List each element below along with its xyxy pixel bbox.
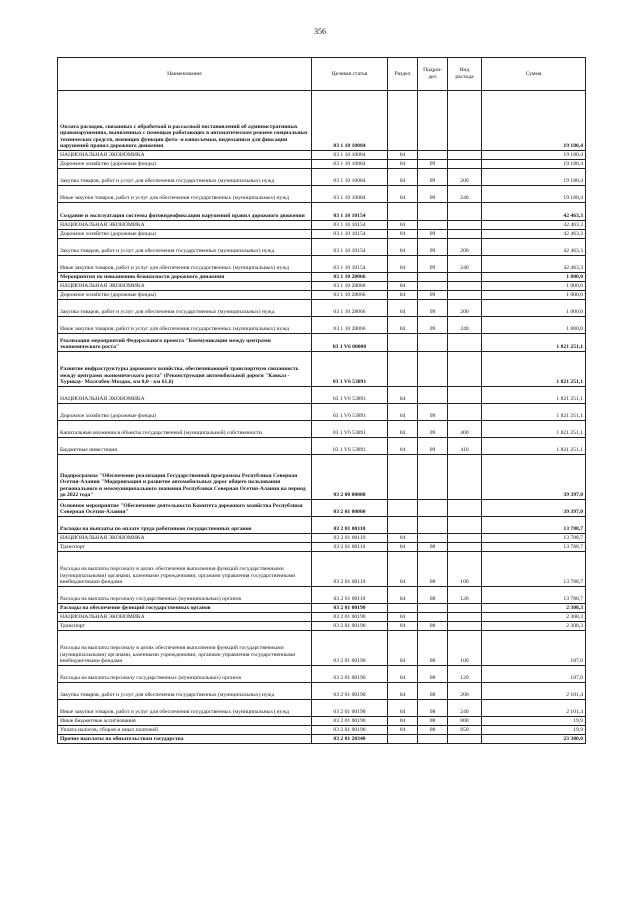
row-name: Иные бюджетные ассигнования: [58, 717, 312, 726]
row-subsection: [418, 273, 448, 282]
row-sum: 187,0: [482, 631, 586, 666]
row-subsection: [418, 613, 448, 622]
row-section: 04: [388, 282, 418, 291]
row-name: Капитальные вложения в объекты государственной (муниципальной) собственности: [58, 421, 312, 438]
header-section: Раздел: [388, 58, 418, 91]
row-target-code: 03 2 01 00190: [312, 666, 388, 683]
row-subsection: [418, 455, 448, 500]
row-sum: 42 463,3: [482, 203, 586, 221]
row-name: Иные закупки товаров, работ и услуг для обеспечения государственных (муниципальных) нужд: [58, 317, 312, 334]
row-subsection: 09: [418, 186, 448, 203]
row-target-code: 03 1 V6 53891: [312, 438, 388, 455]
row-section: 04: [388, 291, 418, 300]
row-target-code: 03 2 01 00000: [312, 500, 388, 517]
row-target-code: 03 1 10 10154: [312, 230, 388, 239]
row-expense-type: [448, 334, 482, 352]
row-section: 04: [388, 421, 418, 438]
row-expense-type: [448, 404, 482, 421]
row-subsection: 08: [418, 622, 448, 631]
row-sum: 1 000,0: [482, 300, 586, 317]
row-target-code: 03 1 10 28066: [312, 317, 388, 334]
row-subsection: 08: [418, 666, 448, 683]
table-row: [58, 726, 586, 735]
row-sum: 2 101,4: [482, 700, 586, 717]
row-expense-type: [448, 160, 482, 169]
row-section: [388, 455, 418, 500]
row-subsection: 09: [418, 421, 448, 438]
row-name: Уплата налогов, сборов и иных платежей: [58, 726, 312, 735]
row-name: Расходы на выплаты персоналу государственных (муниципальных) органов: [58, 587, 312, 604]
row-section: 04: [388, 404, 418, 421]
row-expense-type: 410: [448, 438, 482, 455]
row-sum: 2 308,3: [482, 622, 586, 631]
row-target-code: 03 2 01 00190: [312, 622, 388, 631]
row-expense-type: [448, 91, 482, 151]
table-row: [58, 666, 586, 683]
row-sum: 19 180,4: [482, 186, 586, 203]
row-subsection: 08: [418, 683, 448, 700]
row-section: 04: [388, 186, 418, 203]
row-expense-type: 400: [448, 421, 482, 438]
row-expense-type: [448, 517, 482, 534]
row-section: 04: [388, 221, 418, 230]
row-expense-type: 200: [448, 169, 482, 186]
table-row: [58, 700, 586, 717]
table-row: [58, 317, 586, 334]
table-row: [58, 717, 586, 726]
row-name: Дорожное хозяйство (дорожные фонды): [58, 404, 312, 421]
table-row: [58, 735, 586, 744]
row-expense-type: [448, 613, 482, 622]
row-subsection: [418, 387, 448, 404]
row-expense-type: 100: [448, 552, 482, 587]
row-sum: 39 397,0: [482, 500, 586, 517]
header-expense-type: Вид расхода: [448, 58, 482, 91]
table-row: [58, 500, 586, 517]
row-section: [388, 91, 418, 151]
row-name: Закупка товаров, работ и услуг для обеспечения государственных (муниципальных) нужд: [58, 169, 312, 186]
row-expense-type: 200: [448, 683, 482, 700]
row-subsection: [418, 500, 448, 517]
row-name: Оплата расходов, связанных с обработкой и рассылкой постановлений об административных правонарушениях, выявленных с помощью работающих в автоматическом режиме специальных технических средств, имеющих функции фото- и киносъемки, видеозаписи для фиксации нарушений правил дорожного движения: [58, 91, 312, 151]
row-name: Мероприятия по повышению безопасности дорожного движения: [58, 273, 312, 282]
row-target-code: 03 2 01 00190: [312, 604, 388, 613]
row-sum: 42 463,3: [482, 239, 586, 256]
table-row: [58, 622, 586, 631]
row-target-code: 03 1 10 10154: [312, 221, 388, 230]
row-target-code: 03 1 V6 53891: [312, 352, 388, 387]
row-sum: 1 000,0: [482, 317, 586, 334]
row-section: [388, 352, 418, 387]
header-code: Целевая статья: [312, 58, 388, 91]
row-expense-type: [448, 291, 482, 300]
row-sum: 2 308,3: [482, 604, 586, 613]
table-body: [58, 91, 586, 744]
row-target-code: 03 1 10 28066: [312, 282, 388, 291]
row-section: [388, 735, 418, 744]
row-subsection: [418, 534, 448, 543]
row-name: Расходы на обеспечение функций государственных органов: [58, 604, 312, 613]
row-subsection: 09: [418, 404, 448, 421]
row-target-code: 03 1 10 28066: [312, 273, 388, 282]
row-target-code: 03 2 01 00190: [312, 613, 388, 622]
row-subsection: 09: [418, 160, 448, 169]
row-expense-type: [448, 604, 482, 613]
row-sum: 19 180,4: [482, 169, 586, 186]
row-target-code: 03 2 01 20340: [312, 735, 388, 744]
row-target-code: 03 2 01 00110: [312, 517, 388, 534]
row-subsection: 09: [418, 438, 448, 455]
table-row: [58, 455, 586, 500]
row-section: 04: [388, 317, 418, 334]
row-sum: 13 788,7: [482, 587, 586, 604]
row-subsection: 08: [418, 717, 448, 726]
row-sum: 1 000,0: [482, 282, 586, 291]
table-row: [58, 438, 586, 455]
row-expense-type: [448, 455, 482, 500]
table-row: [58, 352, 586, 387]
row-expense-type: 200: [448, 239, 482, 256]
row-expense-type: [448, 500, 482, 517]
row-expense-type: 240: [448, 700, 482, 717]
row-sum: 187,0: [482, 666, 586, 683]
table-row: [58, 683, 586, 700]
row-expense-type: [448, 622, 482, 631]
row-name: НАЦИОНАЛЬНАЯ ЭКОНОМИКА: [58, 534, 312, 543]
row-expense-type: [448, 735, 482, 744]
row-name: Дорожное хозяйство (дорожные фонды): [58, 160, 312, 169]
row-target-code: 03 1 10 10084: [312, 91, 388, 151]
row-section: 04: [388, 683, 418, 700]
row-sum: 13 788,7: [482, 552, 586, 587]
row-sum: 1 000,0: [482, 273, 586, 282]
row-sum: 42 463,3: [482, 221, 586, 230]
table-row: [58, 186, 586, 203]
row-name: НАЦИОНАЛЬНАЯ ЭКОНОМИКА: [58, 613, 312, 622]
row-name: Транспорт: [58, 622, 312, 631]
row-target-code: 03 1 10 28066: [312, 291, 388, 300]
row-sum: 1 821 251,1: [482, 421, 586, 438]
row-sum: 23 300,0: [482, 735, 586, 744]
table-row: [58, 613, 586, 622]
row-name: Бюджетные инвестиции: [58, 438, 312, 455]
row-section: 04: [388, 169, 418, 186]
page-number: 356: [314, 27, 326, 36]
row-expense-type: 100: [448, 631, 482, 666]
table-row: [58, 273, 586, 282]
row-expense-type: [448, 282, 482, 291]
row-subsection: 08: [418, 700, 448, 717]
row-name: Расходы на выплаты персоналу в целях обеспечения выполнения функций государственными (муниципальными) органами, казенными учреждениями, органами управления государственными внебюджетными фондами: [58, 631, 312, 666]
row-subsection: [418, 203, 448, 221]
row-subsection: [418, 151, 448, 160]
row-subsection: [418, 735, 448, 744]
row-subsection: 09: [418, 291, 448, 300]
row-section: 04: [388, 587, 418, 604]
row-sum: 19,9: [482, 717, 586, 726]
row-target-code: 03 1 10 10084: [312, 151, 388, 160]
row-expense-type: [448, 151, 482, 160]
row-target-code: 03 1 10 28066: [312, 300, 388, 317]
row-sum: 13 788,7: [482, 543, 586, 552]
row-sum: 13 788,7: [482, 517, 586, 534]
table-row: [58, 604, 586, 613]
row-section: 04: [388, 717, 418, 726]
table-row: [58, 387, 586, 404]
row-subsection: 08: [418, 543, 448, 552]
row-subsection: [418, 334, 448, 352]
row-target-code: 03 1 10 10084: [312, 169, 388, 186]
row-sum: 2 101,4: [482, 683, 586, 700]
row-section: 04: [388, 387, 418, 404]
table-row: [58, 230, 586, 239]
row-expense-type: 240: [448, 186, 482, 203]
row-section: 04: [388, 230, 418, 239]
row-name: Прочие выплаты по обязательствам государства: [58, 735, 312, 744]
row-sum: 2 308,3: [482, 613, 586, 622]
row-name: Развитие инфраструктуры дорожного хозяйства, обеспечивающей транспортную связанность между центрами экономического роста" (Реконструкция автомобильной дороги "Кавказ - Хурикау- Малгобек-Моздок, км 0,0 - км 61,6): [58, 352, 312, 387]
row-sum: 1 821 251,1: [482, 404, 586, 421]
row-section: 04: [388, 613, 418, 622]
row-section: 04: [388, 631, 418, 666]
row-subsection: [418, 91, 448, 151]
row-target-code: 03 2 01 00190: [312, 700, 388, 717]
row-sum: 1 000,0: [482, 291, 586, 300]
row-section: 04: [388, 256, 418, 273]
row-expense-type: [448, 387, 482, 404]
row-subsection: 08: [418, 587, 448, 604]
row-name: Подпрограмма "Обеспечение реализации Государственной программы Республики Северная Осетия-Алания "Модернизация и развитие автомобильных дорог общего пользования регионального и межмуниципального значения Республики Северная Осетия-Алания на период до 2022 года": [58, 455, 312, 500]
row-expense-type: [448, 543, 482, 552]
row-sum: 1 821 251,1: [482, 387, 586, 404]
row-name: Реализация мероприятий Федерального проекта "Коммуникации между центрами экономического роста": [58, 334, 312, 352]
row-section: 04: [388, 160, 418, 169]
row-name: НАЦИОНАЛЬНАЯ ЭКОНОМИКА: [58, 387, 312, 404]
row-target-code: 03 2 01 00190: [312, 717, 388, 726]
row-sum: 1 821 251,1: [482, 438, 586, 455]
row-name: Дорожное хозяйство (дорожные фонды): [58, 291, 312, 300]
row-name: Иные закупки товаров, работ и услуг для обеспечения государственных (муниципальных) нужд: [58, 700, 312, 717]
table-row: [58, 552, 586, 587]
row-sum: 19 180,4: [482, 151, 586, 160]
row-expense-type: 240: [448, 317, 482, 334]
row-subsection: 09: [418, 300, 448, 317]
row-subsection: 09: [418, 169, 448, 186]
row-section: 04: [388, 300, 418, 317]
table-row: [58, 160, 586, 169]
header-row: [58, 58, 586, 91]
row-section: [388, 334, 418, 352]
row-subsection: 08: [418, 726, 448, 735]
row-sum: 19 180,4: [482, 160, 586, 169]
row-name: Дорожное хозяйство (дорожные фонды): [58, 230, 312, 239]
row-sum: 1 821 251,1: [482, 352, 586, 387]
row-sum: 42 463,3: [482, 230, 586, 239]
row-target-code: 03 1 V6 00000: [312, 334, 388, 352]
row-target-code: 03 1 V6 53891: [312, 421, 388, 438]
row-expense-type: 200: [448, 300, 482, 317]
table-header: [58, 58, 586, 91]
table-row: [58, 404, 586, 421]
row-section: 04: [388, 438, 418, 455]
header-subsection: Подраз- дел: [418, 58, 448, 91]
row-sum: 19,9: [482, 726, 586, 735]
row-section: [388, 273, 418, 282]
table-row: [58, 334, 586, 352]
row-name: НАЦИОНАЛЬНАЯ ЭКОНОМИКА: [58, 151, 312, 160]
row-expense-type: [448, 230, 482, 239]
row-target-code: 03 1 10 10084: [312, 186, 388, 203]
row-target-code: 03 2 01 00110: [312, 543, 388, 552]
row-name: Расходы на выплаты персоналу государственных (муниципальных) органов: [58, 666, 312, 683]
row-target-code: 03 2 01 00190: [312, 631, 388, 666]
row-sum: 19 180,4: [482, 91, 586, 151]
row-expense-type: 120: [448, 587, 482, 604]
row-target-code: 03 1 V6 53891: [312, 387, 388, 404]
row-section: [388, 203, 418, 221]
row-name: НАЦИОНАЛЬНАЯ ЭКОНОМИКА: [58, 282, 312, 291]
row-subsection: [418, 282, 448, 291]
table-row: [58, 517, 586, 534]
table-row: [58, 631, 586, 666]
row-target-code: 03 1 10 10154: [312, 203, 388, 221]
row-subsection: 08: [418, 552, 448, 587]
row-section: 04: [388, 534, 418, 543]
table-row: [58, 291, 586, 300]
row-expense-type: [448, 352, 482, 387]
row-section: [388, 517, 418, 534]
table-row: [58, 239, 586, 256]
row-expense-type: 800: [448, 717, 482, 726]
row-subsection: 09: [418, 317, 448, 334]
table-row: [58, 203, 586, 221]
row-section: [388, 604, 418, 613]
row-expense-type: [448, 203, 482, 221]
row-name: Иные закупки товаров, работ и услуг для обеспечения государственных (муниципальных) нужд: [58, 186, 312, 203]
row-name: Закупка товаров, работ и услуг для обеспечения государственных (муниципальных) нужд: [58, 683, 312, 700]
row-subsection: [418, 221, 448, 230]
row-target-code: 03 2 01 00190: [312, 726, 388, 735]
table-row: [58, 169, 586, 186]
row-expense-type: [448, 221, 482, 230]
budget-table: [57, 57, 586, 744]
table-row: [58, 421, 586, 438]
row-name: Создание и эксплуатация системы фотовидеофиксации нарушений правил дорожного движения: [58, 203, 312, 221]
row-target-code: 03 2 01 00110: [312, 534, 388, 543]
row-expense-type: 240: [448, 256, 482, 273]
row-section: 04: [388, 239, 418, 256]
row-name: Иные закупки товаров, работ и услуг для обеспечения государственных (муниципальных) нужд: [58, 256, 312, 273]
header-sum: Сумма: [482, 58, 586, 91]
table-row: [58, 282, 586, 291]
row-target-code: 03 1 V6 53891: [312, 404, 388, 421]
row-section: 04: [388, 700, 418, 717]
table-row: [58, 543, 586, 552]
row-target-code: 03 2 00 00000: [312, 455, 388, 500]
row-name: Закупка товаров, работ и услуг для обеспечения государственных (муниципальных) нужд: [58, 300, 312, 317]
row-sum: 13 788,7: [482, 534, 586, 543]
row-subsection: 09: [418, 256, 448, 273]
row-expense-type: [448, 273, 482, 282]
row-subsection: [418, 517, 448, 534]
row-subsection: [418, 352, 448, 387]
row-expense-type: [448, 534, 482, 543]
row-section: 04: [388, 552, 418, 587]
row-expense-type: 120: [448, 666, 482, 683]
table-row: [58, 534, 586, 543]
row-target-code: 03 2 01 00190: [312, 683, 388, 700]
row-section: 04: [388, 151, 418, 160]
table-row: [58, 221, 586, 230]
row-expense-type: 850: [448, 726, 482, 735]
table-row: [58, 151, 586, 160]
row-name: Закупка товаров, работ и услуг для обеспечения государственных (муниципальных) нужд: [58, 239, 312, 256]
row-target-code: 03 1 10 10154: [312, 256, 388, 273]
table-row: [58, 300, 586, 317]
row-section: 04: [388, 543, 418, 552]
row-sum: 39 397,0: [482, 455, 586, 500]
row-subsection: 08: [418, 631, 448, 666]
row-subsection: [418, 604, 448, 613]
row-name: Основное мероприятие "Обеспечение деятельности Комитета дорожного хозяйства Республики Северная Осетия-Алания": [58, 500, 312, 517]
row-subsection: 09: [418, 239, 448, 256]
row-sum: 42 463,3: [482, 256, 586, 273]
row-section: 04: [388, 622, 418, 631]
table-row: [58, 91, 586, 151]
header-name: Наименование: [58, 58, 312, 91]
row-section: [388, 500, 418, 517]
row-target-code: 03 2 01 00110: [312, 552, 388, 587]
row-sum: 1 821 251,1: [482, 334, 586, 352]
row-section: 04: [388, 666, 418, 683]
row-name: НАЦИОНАЛЬНАЯ ЭКОНОМИКА: [58, 221, 312, 230]
row-name: Расходы на выплаты персоналу в целях обеспечения выполнения функций государственными (муниципальными) органами, казенными учреждениями, органами управления государственными внебюджетными фондами: [58, 552, 312, 587]
row-name: Транспорт: [58, 543, 312, 552]
row-name: Расходы на выплаты по оплате труда работников государственных органов: [58, 517, 312, 534]
row-target-code: 03 1 10 10084: [312, 160, 388, 169]
row-subsection: 09: [418, 230, 448, 239]
row-section: 04: [388, 726, 418, 735]
row-target-code: 03 1 10 10154: [312, 239, 388, 256]
table-row: [58, 587, 586, 604]
table-row: [58, 256, 586, 273]
row-target-code: 03 2 01 00110: [312, 587, 388, 604]
